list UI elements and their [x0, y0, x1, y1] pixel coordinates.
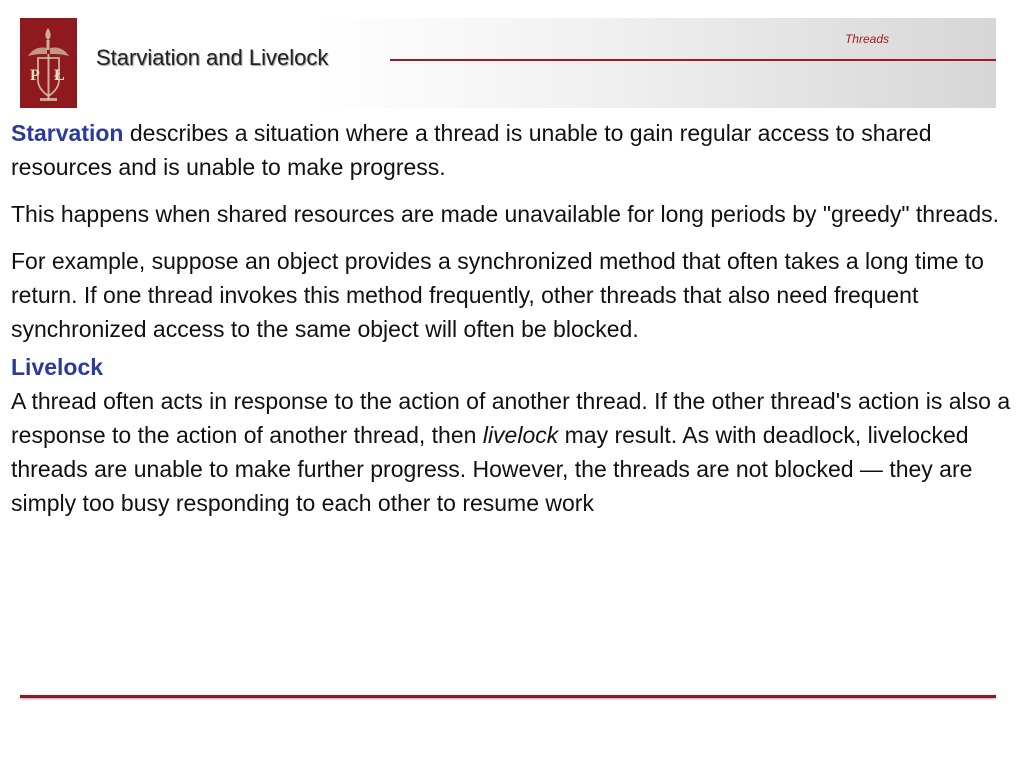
header-divider: [390, 59, 996, 61]
university-crest-icon: [20, 18, 77, 108]
paragraph-livelock: [11, 350, 1011, 520]
logo-letter-p: P: [30, 67, 40, 84]
livelock-text-after: may result. As with deadlock, livelocked threads are unable to make further progress. However, the threads are not blocked — they are simply too busy responding to each other to resume work: [11, 422, 973, 516]
section-label: Threads: [844, 32, 889, 46]
term-starvation: Starvation: [11, 120, 124, 146]
paragraph-starvation-example: For example, suppose an object provides a synchronized method that often takes a long time to return. If one thread invokes this method frequently, other threads that also need frequent synchronized access to the same object will often be blocked.: [11, 248, 984, 342]
footer-divider: [20, 695, 996, 698]
term-livelock: Livelock: [11, 354, 104, 380]
paragraph-starvation-definition: [11, 116, 1011, 184]
slide-title: Starviation and Livelock: [96, 45, 329, 70]
starvation-definition-text: describes a situation where a thread is unable to gain regular access to shared resources and is unable to make progress.: [11, 120, 932, 180]
logo-letter-l: Ł: [54, 67, 65, 84]
university-logo: [20, 18, 77, 108]
livelock-text-before: A thread often acts in response to the action of another thread. If the other thread's action is also a response to the action of another thread, then: [11, 388, 1011, 448]
livelock-emphasis: livelock: [482, 422, 559, 448]
paragraph-starvation-cause: This happens when shared resources are made unavailable for long periods by "greedy" threads.: [11, 201, 1000, 227]
slide-content: [11, 116, 1011, 520]
